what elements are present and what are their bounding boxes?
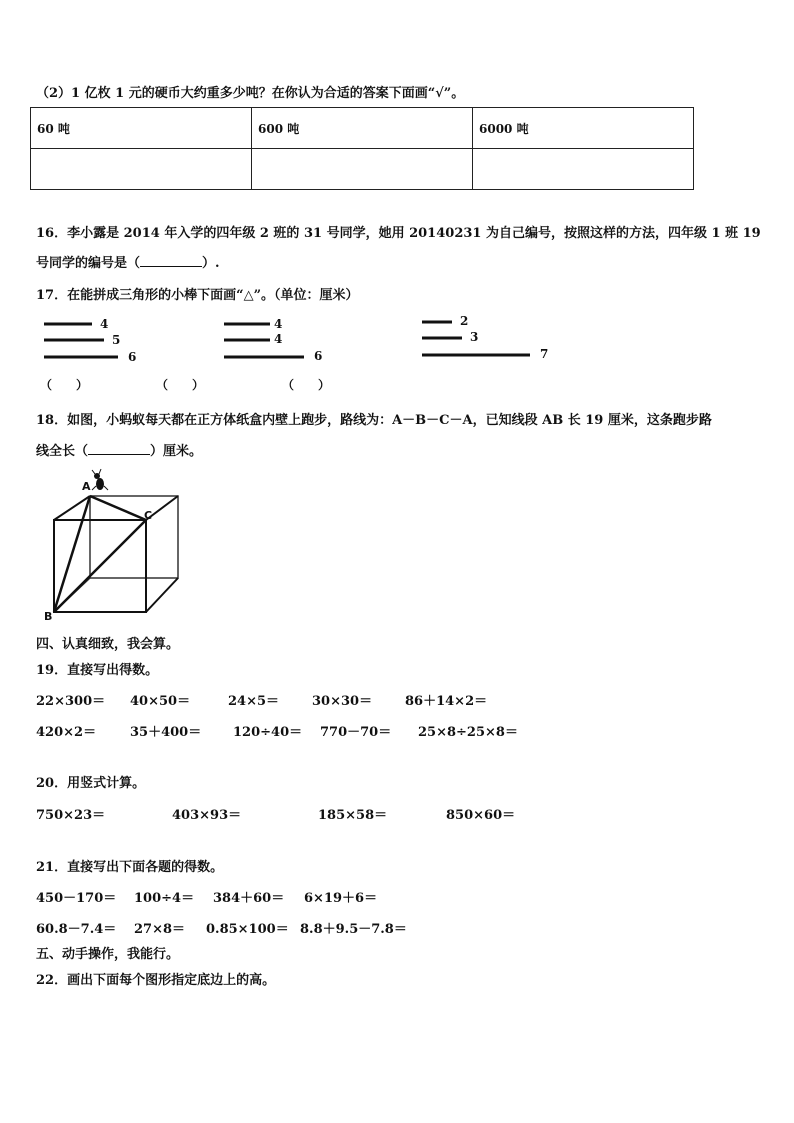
option-6000: 6000 吨	[473, 108, 694, 149]
q21-r2-2[interactable]: 27×8＝	[134, 922, 186, 937]
q21-r1-3[interactable]: 384＋60＝	[213, 891, 285, 906]
cube-label-c: C	[144, 509, 153, 522]
q18-line2-before: 线全长（	[36, 444, 89, 459]
q20-item-3[interactable]: 185×58＝	[318, 808, 388, 823]
q18-line2-after: ）厘米。	[150, 444, 203, 459]
q16-line2-before: 号同学的编号是（	[36, 256, 141, 271]
option-60: 60 吨	[31, 108, 252, 149]
stick-label-g1-2: 5	[112, 333, 121, 347]
q19-r1-2[interactable]: 40×50＝	[130, 694, 191, 709]
q19-r1-5[interactable]: 86＋14×2＝	[405, 694, 488, 709]
stick-label-g3-3: 7	[540, 347, 549, 361]
q17-bracket-3[interactable]: （ ）	[282, 378, 331, 392]
q20-item-1[interactable]: 750×23＝	[36, 808, 106, 823]
stick-label-g2-1: 4	[274, 317, 283, 331]
option-600: 600 吨	[252, 108, 473, 149]
q17-bracket-1[interactable]: （ ）	[40, 378, 89, 392]
q16-line2-after: ）.	[202, 256, 220, 271]
stick-label-g2-2: 4	[274, 332, 283, 346]
q19-r2-3[interactable]: 120÷40＝	[233, 725, 303, 740]
section4-title: 四、认真细致，我会算。	[36, 637, 180, 652]
q19-r1-4[interactable]: 30×30＝	[312, 694, 373, 709]
q18-line1: 18．如图，小蚂蚁每天都在正方体纸盒内壁上跑步，路线为：A－B－C－A，已知线段 AB 长 19 厘米，这条跑步路	[36, 413, 712, 428]
q21-r2-3[interactable]: 0.85×100＝	[206, 922, 289, 937]
q19-r2-5[interactable]: 25×8÷25×8＝	[418, 725, 518, 740]
q17-bracket-2[interactable]: （ ）	[156, 378, 205, 392]
ant-icon	[92, 469, 108, 490]
q19-r2-1[interactable]: 420×2＝	[36, 725, 97, 740]
q20-item-4[interactable]: 850×60＝	[446, 808, 516, 823]
cube-label-a: A	[82, 480, 91, 493]
route-ca	[90, 496, 146, 520]
q21-r1-4[interactable]: 6×19＋6＝	[304, 891, 378, 906]
q21-r2-1[interactable]: 60.8－7.4＝	[36, 922, 117, 937]
q15-part2-text: （2）1 亿枚 1 元的硬币大约重多少吨？在你认为合适的答案下面画“√”。	[36, 86, 465, 101]
q21-text: 21．直接写出下面各题的得数。	[36, 860, 224, 875]
stick-label-g3-2: 3	[470, 330, 479, 344]
stick-label-g1-3: 6	[128, 350, 137, 364]
cube-label-b: B	[44, 610, 53, 623]
section5-title: 五、动手操作，我能行。	[36, 947, 180, 962]
q22-text: 22．画出下面每个图形指定底边上的高。	[36, 973, 276, 988]
q19-r2-4[interactable]: 770－70＝	[320, 725, 392, 740]
q19-r1-1[interactable]: 22×300＝	[36, 694, 106, 709]
q19-r2-2[interactable]: 35＋400＝	[130, 725, 202, 740]
q21-r1-1[interactable]: 450－170＝	[36, 891, 117, 906]
q20-item-2[interactable]: 403×93＝	[172, 808, 242, 823]
q21-r1-2[interactable]: 100÷4＝	[134, 891, 195, 906]
q20-text: 20．用竖式计算。	[36, 776, 146, 791]
stick-label-g1-1: 4	[100, 317, 109, 331]
q19-text: 19．直接写出得数。	[36, 663, 159, 678]
q17-text: 17．在能拼成三角形的小棒下面画“△”。（单位：厘米）	[36, 288, 359, 303]
stick-label-g3-1: 2	[460, 314, 469, 328]
q16-line1: 16．李小露是 2014 年入学的四年级 2 班的 31 号同学，她用 20140231 为自己编号，按照这样的方法，四年级 1 班 19	[36, 226, 761, 241]
q21-r2-4[interactable]: 8.8＋9.5－7.8＝	[300, 922, 407, 937]
q19-r1-3[interactable]: 24×5＝	[228, 694, 280, 709]
stick-label-g2-3: 6	[314, 349, 323, 363]
